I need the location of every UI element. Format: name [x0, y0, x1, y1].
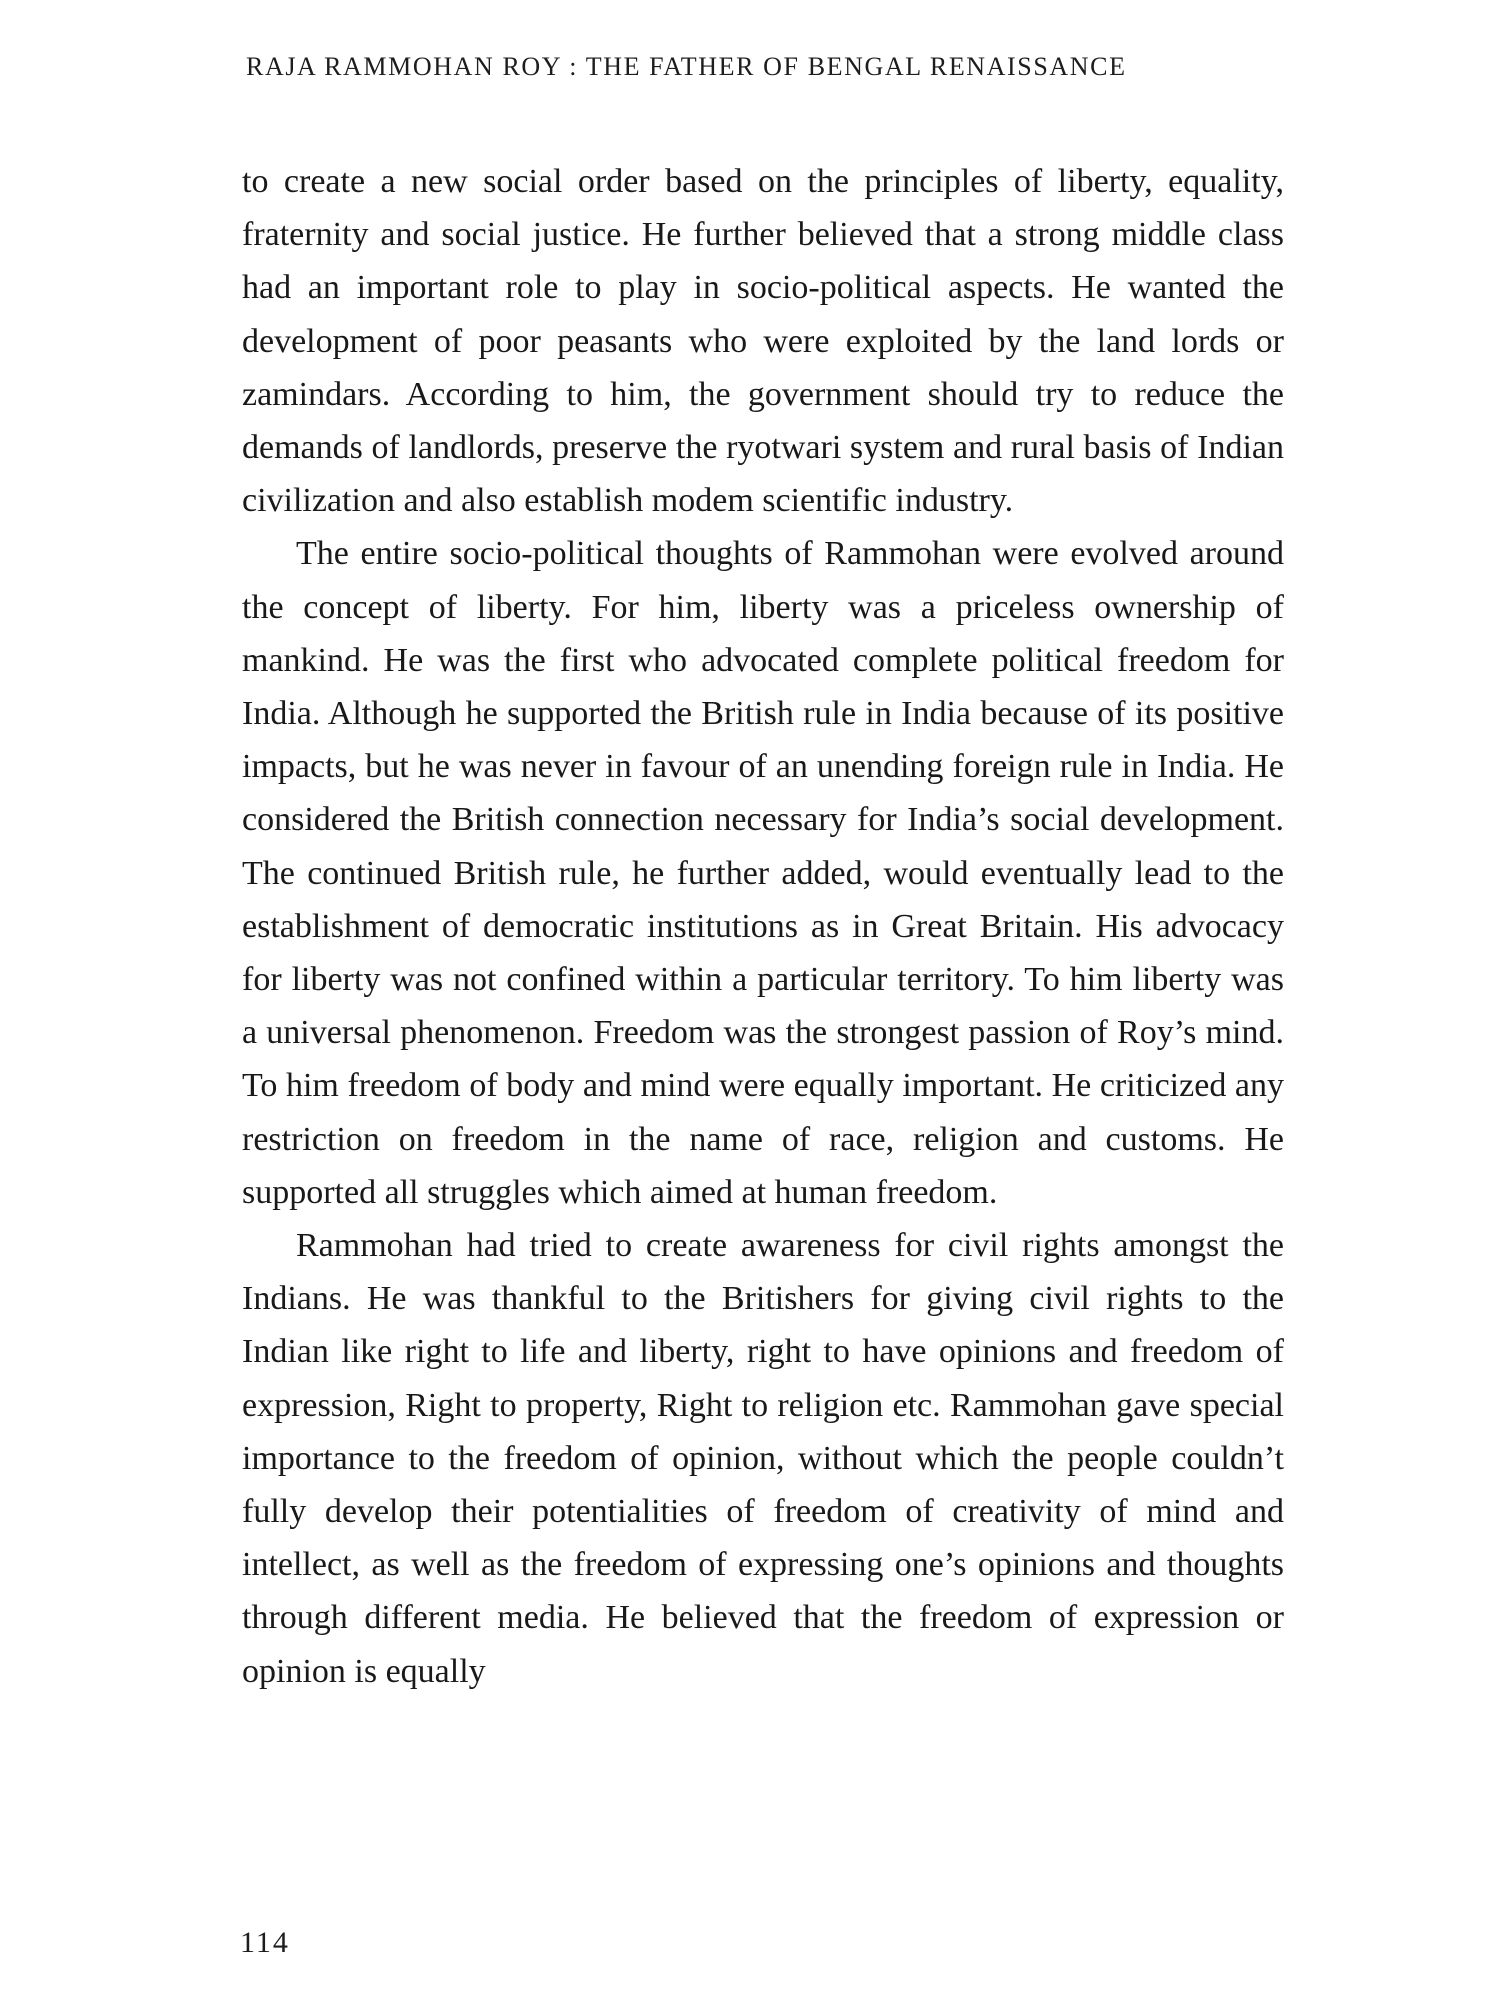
- page-number: 114: [240, 1926, 290, 1959]
- running-header: RAJA RAMMOHAN ROY : THE FATHER OF BENGAL RENAISSANCE: [246, 52, 1127, 81]
- paragraph-3: Rammohan had tried to create awareness for civil rights amongst the Indians. He was thankful to the Britishers for giving civil rights to the Indian like right to life and liberty, right to have opinions and freedom of expression, Right to property, Right to religion etc. Rammohan gave special importance to the freedom of opinion, without which the people couldn’t fully develop their potentialities of freedom of creativity of mind and intellect, as well as the freedom of expressing one’s opinions and thoughts through different media. He believed that the freedom of expression or opinion is equally: [242, 1227, 1284, 1690]
- paragraph-2: The entire socio-political thoughts of Rammohan were evolved around the concept of liberty. For him, liberty was a priceless ownership of mankind. He was the first who advocated complete political freedom for India. Although he supported the British rule in India because of its positive impacts, but he was never in favour of an unending foreign rule in India. He considered the British connection necessary for India’s social development. The continued British rule, he further added, would eventually lead to the establishment of democratic institutions as in Great Britain. His advocacy for liberty was not confined within a particular territory. To him liberty was a universal phenomenon. Freedom was the strongest passion of Roy’s mind. To him freedom of body and mind were equally important. He criticized any restriction on freedom in the name of race, religion and customs. He supported all struggles which aimed at human freedom.: [242, 535, 1284, 1211]
- body-text: [242, 155, 1284, 1698]
- paragraph-1: to create a new social order based on the principles of liberty, equality, fraternity and social justice. He further believed that a strong middle class had an important role to play in socio-political aspects. He wanted the development of poor peasants who were exploited by the land lords or zamindars. According to him, the government should try to reduce the demands of landlords, preserve the ryotwari system and rural basis of Indian civilization and also establish modem scientific industry.: [242, 163, 1284, 520]
